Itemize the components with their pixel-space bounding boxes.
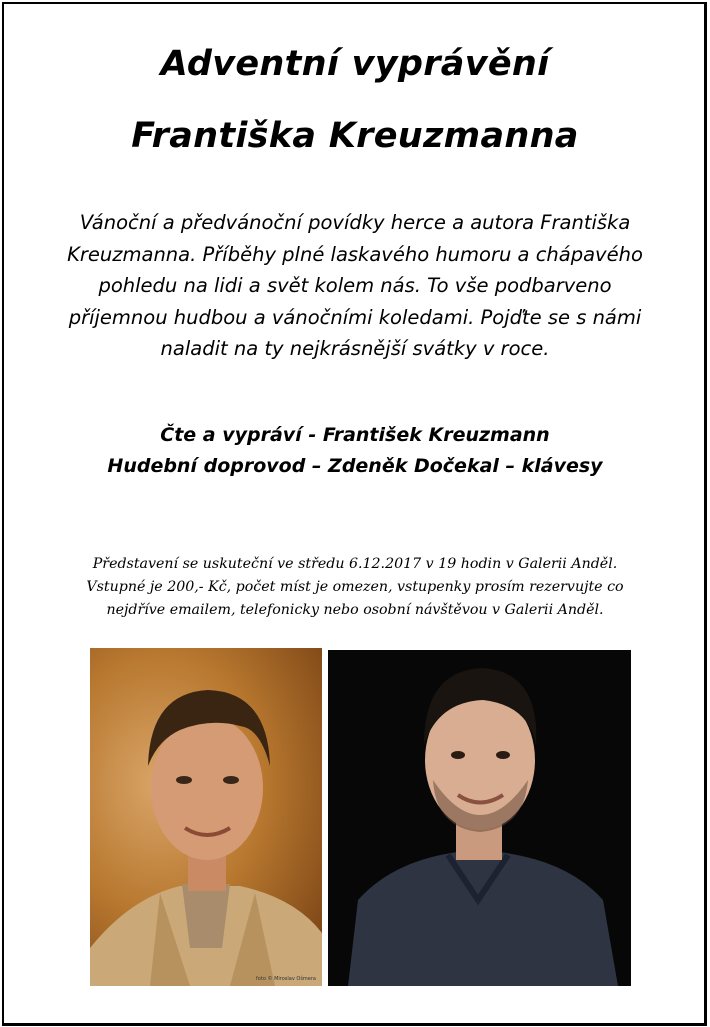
intro-line: Kreuzmanna. Příběhy plné laskavého humoru a chápavého [67, 242, 643, 266]
info-line: nejdříve emailem, telefonicky nebo osobní návštěvou v Galerii Anděl. [106, 602, 604, 618]
intro-line: příjemnou hudbou a vánočními koledami. Pojďte se s námi [68, 305, 642, 329]
intro-line: Vánoční a předvánoční povídky herce a autora Františka [79, 211, 631, 234]
portrait-illustration-left [90, 648, 322, 986]
photo-frantisek-kreuzmann [90, 648, 322, 986]
info-line: Vstupné je 200,- Kč, počet míst je omezen, vstupenky prosím rezervujte co [86, 579, 624, 595]
event-info [40, 553, 670, 622]
poster-title-line2: Františka Kreuzmanna [131, 116, 579, 156]
intro-line: pohledu na lidi a svět kolem nás. To vše podbarveno [98, 274, 612, 297]
poster-title-line1: Adventní vyprávění [160, 44, 550, 84]
credit-music: Hudební doprovod – Zdeněk Dočekal – klávesy [107, 455, 603, 477]
intro-line: naladit na ty nejkrásnější svátky v roce. [160, 337, 550, 360]
info-line: Představení se uskuteční ve středu 6.12.2017 v 19 hodin v Galerii Anděl. [92, 556, 618, 572]
credit-reader: Čte a vypráví - František Kreuzmann [160, 424, 550, 446]
portrait-illustration-right [328, 650, 631, 986]
intro-paragraph [50, 207, 660, 365]
photo-zdenek-docekal [328, 650, 631, 986]
photo-credit: foto © Miroslav Ošmera [256, 976, 316, 982]
performer-credits [0, 420, 710, 482]
